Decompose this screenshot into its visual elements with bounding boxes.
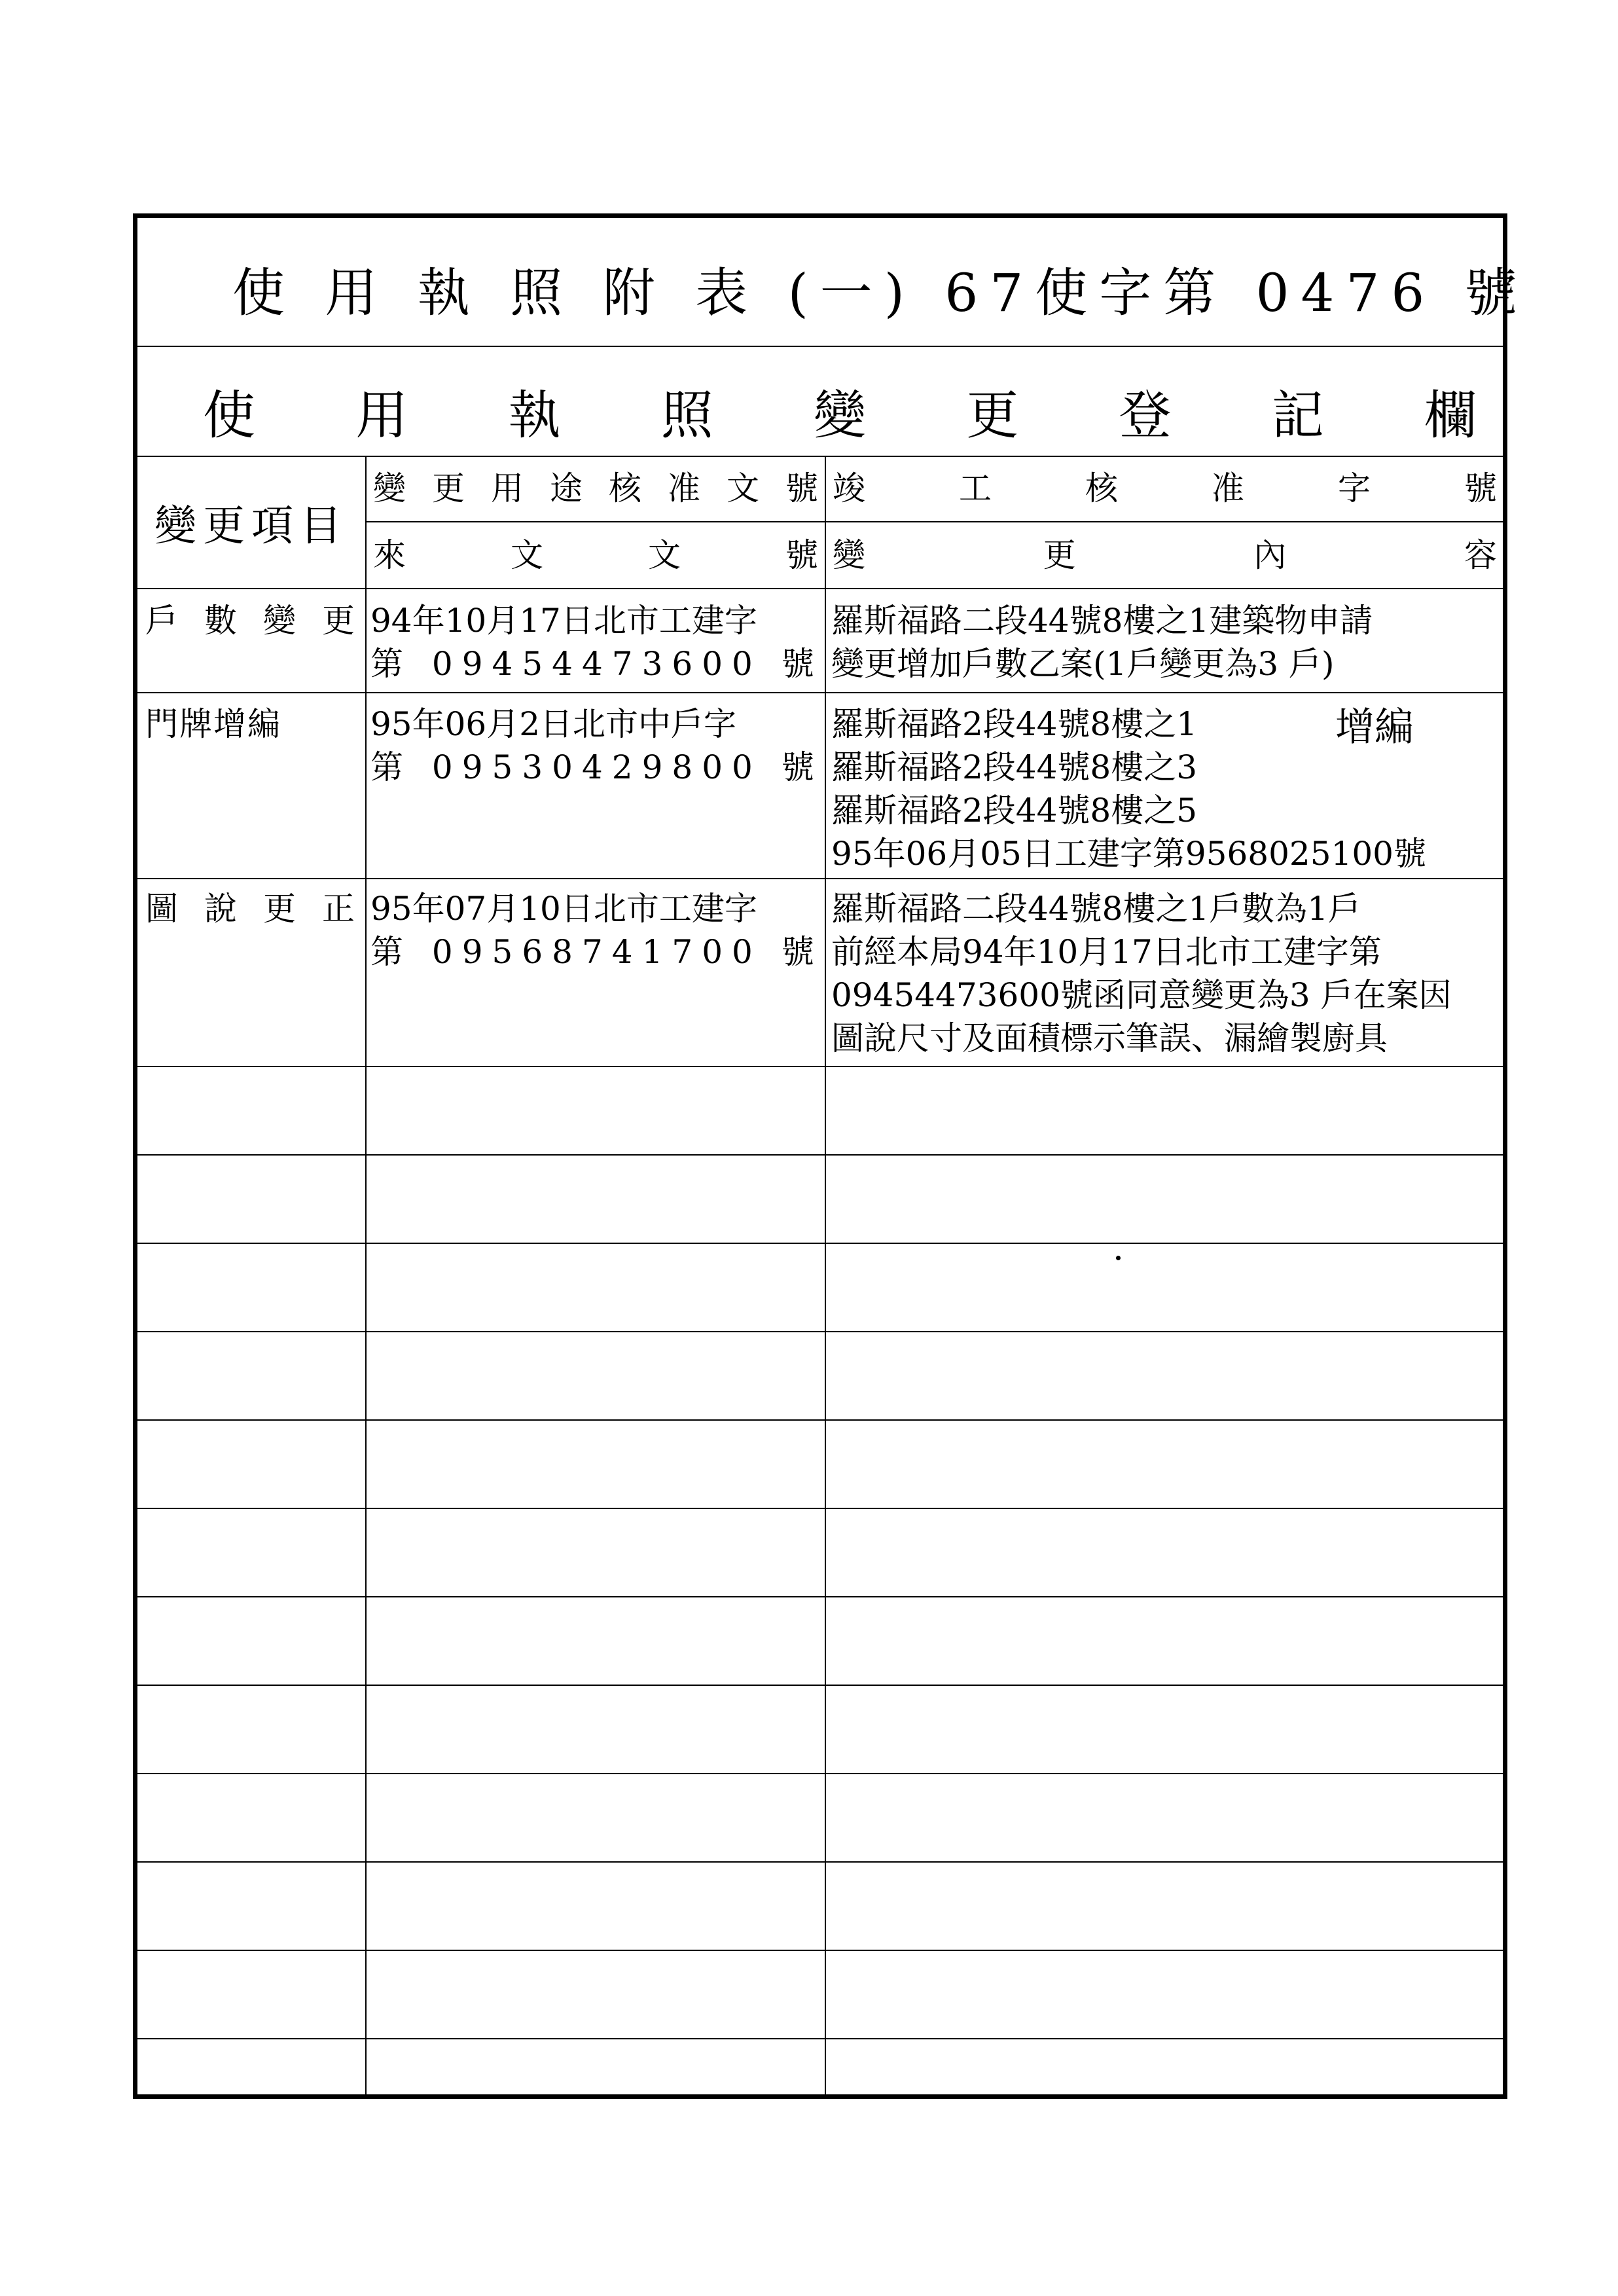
handwritten-note: 增編 [1335, 704, 1414, 750]
header-change-content [833, 534, 1497, 577]
item-char: 門牌增編 [145, 705, 281, 743]
entry-item-label [145, 702, 355, 746]
doc-no-line: 95年07月10日北市工建字 [370, 890, 757, 928]
header-completion-approval-no [833, 467, 1497, 510]
content-line: 變更增加戶數乙案(1戶變更為3 戶) [831, 645, 1335, 683]
empty-row-divider [137, 1243, 1503, 1244]
header-char: 更 [1043, 536, 1076, 574]
header-incoming-doc-no [373, 534, 818, 577]
header-item-label: 變更項目 [154, 502, 348, 551]
empty-row-divider [137, 1419, 1503, 1421]
form-subtitle [203, 373, 1477, 448]
subtitle-char: 更 [966, 385, 1019, 446]
column-divider-2 [825, 457, 826, 2094]
item-char: 數 [204, 602, 237, 640]
content-line: 95年06月05日工建字第9568025100號 [831, 835, 1426, 873]
content-line: 羅斯福路二段44號8樓之1建築物申請 [831, 602, 1373, 640]
subtitle-char: 照 [660, 385, 713, 446]
header-char: 准 [1212, 469, 1244, 507]
header-char: 字 [1338, 469, 1371, 507]
content-line: 09454473600號函同意變更為3 戶在案因 [831, 976, 1452, 1014]
header-char: 途 [550, 469, 583, 507]
header-char: 文 [511, 536, 543, 574]
entry-doc-no [370, 702, 822, 789]
item-char: 戶 [145, 602, 178, 640]
header-char: 變 [373, 469, 406, 507]
entry-item-label [145, 599, 355, 642]
item-char: 變 [263, 602, 296, 640]
header-char: 核 [1085, 469, 1118, 507]
subtitle-char: 登 [1119, 385, 1172, 446]
row-divider [137, 692, 1503, 693]
usage-permit-attachment-form [133, 213, 1529, 2099]
header-char: 號 [785, 536, 818, 574]
content-line: 羅斯福路2段44號8樓之1 [831, 705, 1198, 743]
subtitle-char: 使 [203, 385, 255, 446]
form-subtitle-row [137, 347, 1503, 457]
content-line: 圖說尺寸及面積標示筆誤、漏繪製廚具 [831, 1019, 1388, 1057]
doc-no-line: 95年06月2日北市中戶字 [370, 705, 737, 743]
empty-row-divider [137, 1331, 1503, 1332]
header-char: 更 [432, 469, 465, 507]
header-char: 號 [1464, 469, 1497, 507]
header-char: 容 [1464, 536, 1497, 574]
header-char: 竣 [833, 469, 865, 507]
item-char: 說 [204, 890, 237, 928]
form-title-row [137, 218, 1529, 347]
empty-row-divider [137, 1685, 1503, 1686]
content-line: 羅斯福路2段44號8樓之3 [831, 748, 1198, 786]
header-char: 來 [373, 536, 406, 574]
row-divider [137, 1066, 1503, 1067]
entry-item-label [145, 887, 355, 930]
doc-no-line: 第 09530429800 號 [370, 748, 823, 786]
header-mid-line [365, 521, 1503, 522]
item-char: 更 [263, 890, 296, 928]
header-char: 內 [1253, 536, 1287, 574]
header-bottom-line [137, 588, 1503, 589]
entry-content [831, 599, 1499, 685]
entry-doc-no [370, 599, 822, 685]
empty-row-divider [137, 1596, 1503, 1597]
header-approval-doc-no [373, 467, 818, 510]
entry-doc-no [370, 887, 822, 974]
content-line: 前經本局94年10月17日北市工建字第 [831, 933, 1382, 971]
scan-speck [1116, 1256, 1121, 1260]
empty-row-divider [137, 1773, 1503, 1774]
empty-row-divider [137, 1950, 1503, 1951]
subtitle-char: 用 [355, 385, 408, 446]
empty-row-divider [137, 1508, 1503, 1509]
doc-no-line: 94年10月17日北市工建字 [370, 602, 757, 640]
empty-row-divider [137, 2038, 1503, 2039]
item-char: 圖 [145, 890, 178, 928]
item-char: 更 [322, 602, 355, 640]
subtitle-char: 記 [1271, 385, 1324, 446]
header-char: 文 [648, 536, 681, 574]
form-title: 使 用 執 照 附 表 (一) 67使字第 0476 號 [232, 263, 1529, 323]
header-char: 號 [785, 469, 818, 507]
empty-row-divider [137, 1861, 1503, 1863]
row-divider [137, 878, 1503, 879]
header-char: 用 [491, 469, 524, 507]
subtitle-char: 欄 [1424, 385, 1477, 446]
empty-row-divider [137, 1154, 1503, 1156]
header-char: 工 [959, 469, 992, 507]
content-line: 羅斯福路二段44號8樓之1戶數為1戶 [831, 890, 1361, 928]
item-char: 正 [322, 890, 355, 928]
subtitle-char: 執 [508, 385, 561, 446]
doc-no-line: 第 09454473600 號 [370, 645, 823, 683]
header-char: 准 [668, 469, 700, 507]
header-char: 文 [727, 469, 759, 507]
doc-no-line: 第 09568741700 號 [370, 933, 823, 971]
entry-content [831, 887, 1499, 1060]
subtitle-char: 變 [814, 385, 866, 446]
column-divider-1 [365, 457, 367, 2094]
header-char: 核 [609, 469, 641, 507]
header-char: 變 [833, 536, 865, 574]
content-line: 羅斯福路2段44號8樓之5 [831, 792, 1198, 829]
